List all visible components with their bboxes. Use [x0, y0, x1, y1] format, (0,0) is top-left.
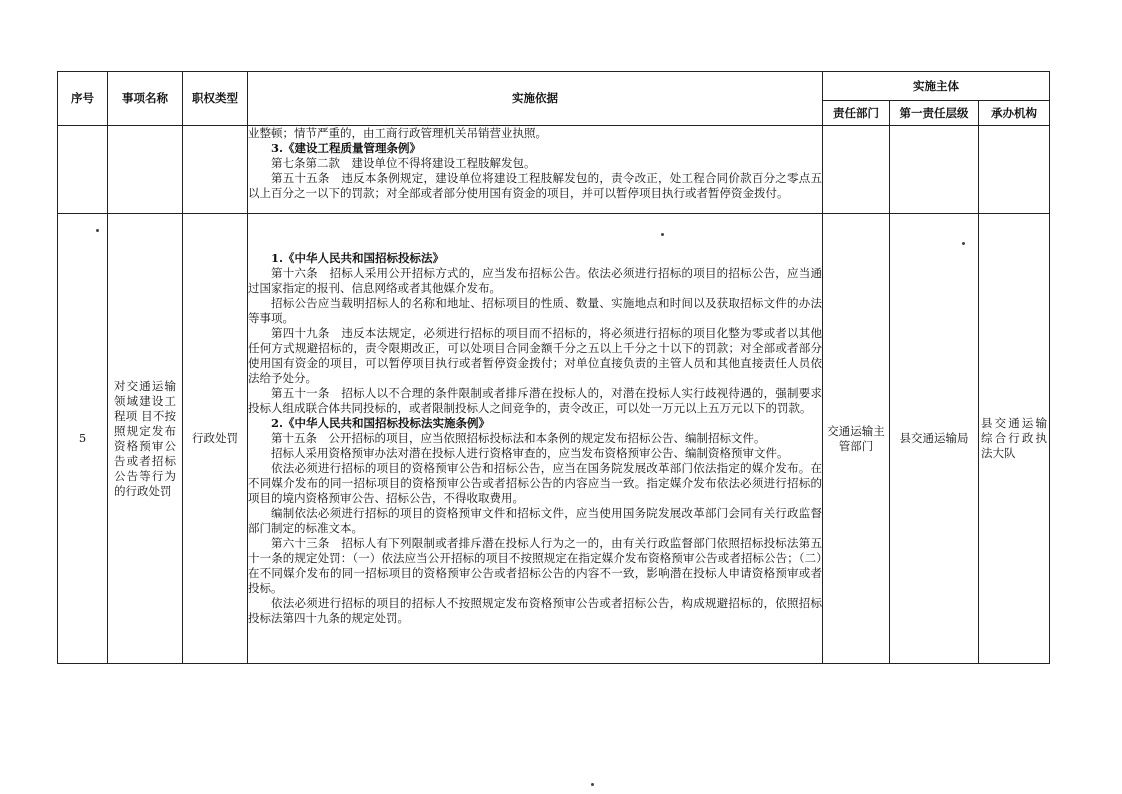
cell-empty	[108, 126, 183, 214]
law-paragraph: 依法必须进行招标的项目的资格预审公告和招标公告，应当在国务院发展改革部门依法指定的媒介发布。在不同媒介发布的同一招标项目的资格预审公告或者招标公告的内容应当一致。指定媒介发布依法必须进行招标的项目的境内资格预审公告、招标公告，不得收取费用。	[248, 461, 822, 505]
cell-empty	[58, 126, 108, 214]
basis-text	[248, 251, 822, 626]
row-org: 县交通运输综合行政执法大队	[979, 214, 1050, 664]
law-paragraph: 招标人采用资格预审办法对潜在投标人进行资格审查的，应当发布资格预审公告、编制资格预审文件。	[271, 446, 789, 460]
basis-text	[248, 126, 822, 201]
header-seq: 序号	[58, 72, 108, 126]
law-paragraph: 第五十一条 招标人以不合理的条件限制或者排斥潜在投标人的，对潜在投标人实行歧视待遇的，强制要求投标人组成联合体共同投标的，或者限制投标人之间竞争的，责令改正，可以处一万元以上五万元以下的罚款。	[248, 386, 822, 415]
law-paragraph: 第五十五条 违反本条例规定，建设单位将建设工程肢解发包的，责令改正，处工程合同价款百分之零点五以上百分之一以下的罚款；对全部或者部分使用国有资金的项目，并可以暂停项目执行或者暂停资金拨付。	[248, 171, 822, 200]
law-title: 1.《中华人民共和国招标投标法》	[271, 251, 445, 265]
law-paragraph: 第七条第二款 建设单位不得将建设工程肢解发包。	[271, 156, 536, 170]
law-paragraph: 依法必须进行招标的项目的招标人不按照规定发布资格预审公告或者招标公告，构成规避招标的，依照招标投标法第四十九条的规定处罚。	[248, 596, 822, 625]
header-dept: 责任部门	[823, 101, 890, 126]
basis-cell-continued	[248, 126, 823, 214]
basis-cell	[248, 214, 823, 664]
scan-speckle	[96, 229, 99, 232]
header-power-type: 职权类型	[183, 72, 248, 126]
law-paragraph: 第四十九条 违反本法规定，必须进行招标的项目而不招标的，将必须进行招标的项目化整为零或者以其他任何方式规避招标的，责令限期改正，可以处项目合同金额千分之五以上千分之十以下的罚款；对全部或者部分使用国有资金的项目，可以暂停项目执行或者暂停资金拨付；对单位直接负责的主管人员和其他直接责任人员依法给予处分。	[248, 326, 822, 385]
header-item-name: 事项名称	[108, 72, 183, 126]
row-power-type: 行政处罚	[183, 214, 248, 664]
law-paragraph: 招标公告应当载明招标人的名称和地址、招标项目的性质、数量、实施地点和时间以及获取招标文件的办法等事项。	[248, 296, 822, 325]
scan-speckle	[962, 242, 965, 245]
law-paragraph: 编制依法必须进行招标的项目的资格预审文件和招标文件，应当使用国务院发展改革部门会同有关行政监督部门制定的标准文本。	[248, 506, 822, 535]
powers-table	[57, 71, 1050, 664]
header-subject: 实施主体	[823, 72, 1050, 101]
law-title: 2.《中华人民共和国招标投标法实施条例》	[271, 416, 491, 430]
header-basis: 实施依据	[248, 72, 823, 126]
cell-empty	[183, 126, 248, 214]
header-level: 第一责任层级	[890, 101, 979, 126]
header-org: 承办机构	[979, 101, 1050, 126]
header-row	[58, 72, 1050, 101]
row-seq: 5	[58, 214, 108, 664]
law-paragraph: 业整顿；情节严重的，由工商行政管理机关吊销营业执照。	[248, 126, 547, 140]
table-row	[58, 214, 1050, 664]
law-title: 3.《建设工程质量管理条例》	[271, 141, 422, 155]
scan-speckle	[661, 233, 664, 236]
table-row-continued	[58, 126, 1050, 214]
cell-empty	[979, 126, 1050, 214]
cell-empty	[890, 126, 979, 214]
scan-speckle	[591, 783, 594, 786]
row-dept: 交通运输主管部门	[823, 214, 890, 664]
law-paragraph: 第六十三条 招标人有下列限制或者排斥潜在投标人行为之一的，由有关行政监督部门依照招标投标法第五十一条的规定处罚：（一）依法应当公开招标的项目不按照规定在指定媒介发布资格预审公告或者招标公告；（二）在不同媒介发布的同一招标项目的资格预审公告或者招标公告的内容不一致，影响潜在投标人申请资格预审或者投标。	[248, 536, 822, 595]
row-level: 县交通运输局	[890, 214, 979, 664]
cell-empty	[823, 126, 890, 214]
law-paragraph: 第十六条 招标人采用公开招标方式的，应当发布招标公告。依法必须进行招标的项目的招标公告，应当通过国家指定的报刊、信息网络或者其他媒介发布。	[248, 266, 822, 295]
row-item-name: 对交通运输领域建设工程项 目不按照规定发布资格预审公告或者招标公告等行为的行政处罚	[108, 214, 183, 664]
law-paragraph: 第十五条 公开招标的项目，应当依照招标投标法和本条例的规定发布招标公告、编制招标文件。	[271, 431, 766, 445]
